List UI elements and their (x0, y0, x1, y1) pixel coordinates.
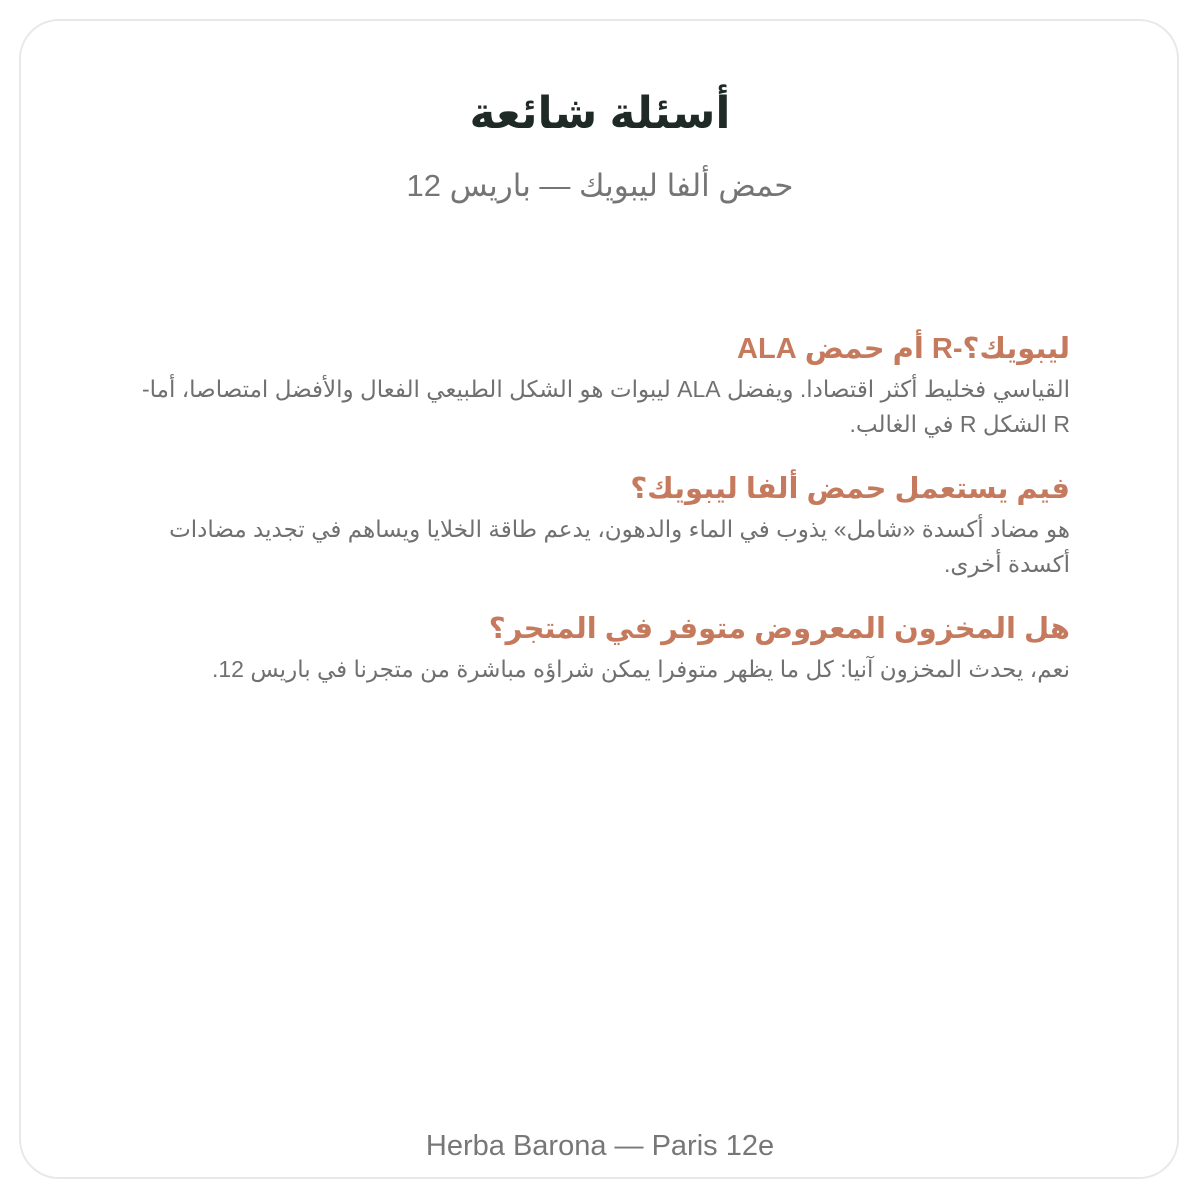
faq-question: ليبويك؟-R أم حمض ALA (737, 333, 1070, 365)
page-title: أسئلة شائعة (469, 89, 731, 138)
page-subtitle: حمض ألفا ليبويك — باريس 12 (406, 168, 794, 203)
faq-answer: هو مضاد أكسدة «شامل» يذوب في الماء والدهون، يدعم طاقة الخلايا ويساهم في تجديد مضادات أكسدة أخرى. (169, 516, 1070, 577)
faq-question: فيم يستعمل حمض ألفا ليبويك؟ (630, 473, 1070, 505)
faq-answer: نعم، يحدث المخزون آنيا: كل ما يظهر متوفرا يمكن شراؤه مباشرة من متجرنا في باريس 12. (211, 656, 1070, 682)
footer-brand: Herba Barona — Paris 12e (425, 1130, 775, 1162)
faq-item (130, 330, 1070, 442)
faq-item (130, 610, 1070, 687)
faq-item (130, 470, 1070, 582)
faq-list (130, 330, 1070, 715)
faq-answer: القياسي فخليط أكثر اقتصادا. ويفضل ALA ليبوات هو الشكل الطبيعي الفعال والأفضل امتصاصا، أما-R الشكل R في الغالب. (141, 376, 1070, 437)
faq-question: هل المخزون المعروض متوفر في المتجر؟ (488, 613, 1070, 645)
